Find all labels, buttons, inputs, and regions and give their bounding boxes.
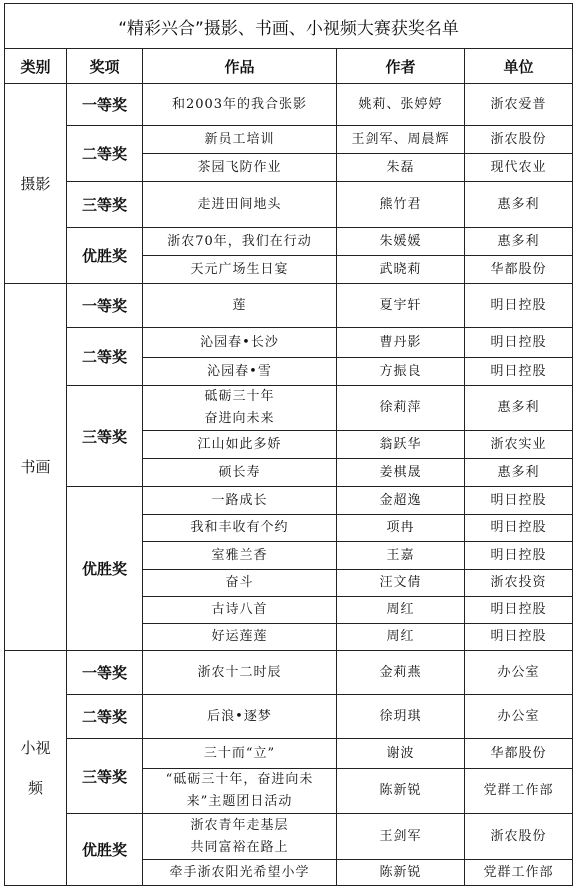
work-cell [143, 487, 337, 515]
author-cell: 熊竹君 [337, 182, 465, 228]
table-row [5, 814, 573, 860]
work-cell [143, 358, 337, 386]
work-title-line: 沁园春•雪 [207, 363, 272, 379]
table-row [5, 386, 573, 431]
category-label: 书画 [20, 458, 51, 476]
award-cell: 三等奖 [67, 386, 143, 487]
table-row [5, 739, 573, 769]
work-title-line: 浙农70年，我们在行动 [167, 233, 312, 249]
unit-cell: 党群工作部 [465, 860, 573, 886]
unit-cell: 党群工作部 [465, 769, 573, 814]
work-title-line: 来”主题团日活动 [186, 794, 293, 809]
work-title-line: 茶园飞防作业 [197, 159, 282, 175]
work-title-line: 浙农十二时辰 [197, 664, 282, 680]
work-title-line: 砥砺三十年 [204, 389, 275, 404]
work-cell [143, 284, 337, 328]
work-title-line: 浙农青年走基层 [190, 817, 289, 833]
category-label: 小视 [20, 739, 51, 757]
work-title-line: “砥砺三十年，奋进向未 [165, 772, 314, 787]
unit-cell: 浙农股份 [465, 126, 573, 154]
author-cell: 姚莉、张婷婷 [337, 84, 465, 126]
author-cell: 武晓莉 [337, 256, 465, 284]
work-title-line: 好运莲莲 [211, 629, 268, 644]
work-title-line: 一路成长 [211, 492, 268, 508]
author-cell: 姜棋晟 [337, 459, 465, 487]
award-cell: 三等奖 [67, 739, 143, 814]
unit-cell: 明日控股 [465, 487, 573, 515]
work-cell [143, 386, 337, 431]
table-row [5, 126, 573, 154]
category-cell [5, 284, 67, 651]
author-cell: 周红 [337, 597, 465, 624]
unit-cell: 惠多利 [465, 182, 573, 228]
author-cell: 曹丹影 [337, 328, 465, 358]
author-cell: 翁跃华 [337, 431, 465, 459]
author-cell: 王剑军、周晨辉 [337, 126, 465, 154]
unit-cell: 明日控股 [465, 597, 573, 624]
unit-cell: 明日控股 [465, 515, 573, 542]
unit-cell: 惠多利 [465, 228, 573, 256]
table-row [5, 695, 573, 739]
author-cell: 夏宇轩 [337, 284, 465, 328]
author-cell: 周红 [337, 624, 465, 651]
unit-cell: 浙农实业 [465, 431, 573, 459]
work-cell [143, 431, 337, 459]
author-cell: 王剑军 [337, 814, 465, 860]
author-cell: 徐玥琪 [337, 695, 465, 739]
author-cell: 项冉 [337, 515, 465, 542]
unit-cell: 办公室 [465, 695, 573, 739]
author-cell: 陈新锐 [337, 769, 465, 814]
header-work: 作品 [143, 49, 337, 84]
work-title-line: 共同富裕在路上 [190, 839, 289, 855]
author-cell: 方振良 [337, 358, 465, 386]
work-cell [143, 182, 337, 228]
work-title-line: 古诗八首 [211, 602, 268, 617]
author-cell: 朱媛媛 [337, 228, 465, 256]
award-cell: 二等奖 [67, 695, 143, 739]
author-cell: 王嘉 [337, 542, 465, 570]
unit-cell: 明日控股 [465, 328, 573, 358]
author-cell: 谢波 [337, 739, 465, 769]
unit-cell: 明日控股 [465, 542, 573, 570]
work-title-line: 室雅兰香 [211, 547, 268, 563]
table-row [5, 84, 573, 126]
work-title-line: 天元广场生日宴 [190, 261, 289, 277]
work-cell [143, 597, 337, 624]
work-title-line: 奋斗 [225, 575, 254, 590]
award-cell: 一等奖 [67, 84, 143, 126]
work-cell [143, 84, 337, 126]
unit-cell: 明日控股 [465, 624, 573, 651]
work-cell [143, 515, 337, 542]
header-award: 奖项 [67, 49, 143, 84]
work-title-line: 江山如此多娇 [197, 436, 282, 452]
work-cell [143, 256, 337, 284]
work-cell [143, 695, 337, 739]
work-cell [143, 739, 337, 769]
table-row [5, 328, 573, 358]
category-cell [5, 651, 67, 886]
author-cell: 徐莉萍 [337, 386, 465, 431]
table-row [5, 182, 573, 228]
author-cell: 汪文倩 [337, 570, 465, 597]
unit-cell: 办公室 [465, 651, 573, 695]
header-row [5, 49, 573, 84]
work-cell [143, 814, 337, 860]
unit-cell: 浙农爱普 [465, 84, 573, 126]
work-cell [143, 154, 337, 182]
award-cell: 一等奖 [67, 651, 143, 695]
table-title: “精彩兴合”摄影、书画、小视频大赛获奖名单 [5, 4, 573, 49]
work-title-line: 牵手浙农阳光希望小学 [169, 864, 310, 880]
work-title-line: 奋进向未来 [204, 411, 275, 426]
work-cell [143, 542, 337, 570]
unit-cell: 惠多利 [465, 386, 573, 431]
work-title-line: 莲 [232, 297, 247, 313]
unit-cell: 惠多利 [465, 459, 573, 487]
unit-cell: 明日控股 [465, 358, 573, 386]
author-cell: 金超逸 [337, 487, 465, 515]
work-title-line: 硕长寿 [218, 464, 261, 480]
category-label: 频 [27, 779, 43, 797]
work-title-line: 三十而“立” [203, 745, 276, 761]
table-row [5, 487, 573, 515]
work-cell [143, 651, 337, 695]
award-cell: 优胜奖 [67, 228, 143, 284]
header-category: 类别 [5, 49, 67, 84]
work-cell [143, 860, 337, 886]
header-unit: 单位 [465, 49, 573, 84]
author-cell: 陈新锐 [337, 860, 465, 886]
award-cell: 优胜奖 [67, 814, 143, 886]
unit-cell: 华都股份 [465, 739, 573, 769]
award-cell: 三等奖 [67, 182, 143, 228]
award-cell: 二等奖 [67, 328, 143, 386]
work-title-line: 新员工培训 [204, 131, 275, 147]
category-label: 摄影 [20, 174, 51, 193]
award-table [4, 3, 573, 886]
work-cell [143, 624, 337, 651]
work-title-line: 走进田间地头 [197, 196, 282, 212]
work-title-line: 后浪•逐梦 [207, 708, 272, 724]
unit-cell: 浙农投资 [465, 570, 573, 597]
author-cell: 朱磊 [337, 154, 465, 182]
header-author: 作者 [337, 49, 465, 84]
unit-cell: 现代农业 [465, 154, 573, 182]
work-cell [143, 228, 337, 256]
table-row [5, 284, 573, 328]
category-cell [5, 84, 67, 284]
award-cell: 优胜奖 [67, 487, 143, 651]
work-title-line: 沁园春•长沙 [200, 334, 279, 350]
work-cell [143, 570, 337, 597]
work-cell [143, 328, 337, 358]
table-row [5, 228, 573, 256]
unit-cell: 明日控股 [465, 284, 573, 328]
award-cell: 二等奖 [67, 126, 143, 182]
table-row [5, 651, 573, 695]
unit-cell: 浙农股份 [465, 814, 573, 860]
work-cell [143, 769, 337, 814]
work-title-line: 我和丰收有个约 [190, 520, 289, 535]
work-title-line: 和2003年的我合张影 [171, 96, 308, 112]
work-cell [143, 126, 337, 154]
author-cell: 金莉燕 [337, 651, 465, 695]
work-cell [143, 459, 337, 487]
award-cell: 一等奖 [67, 284, 143, 328]
unit-cell: 华都股份 [465, 256, 573, 284]
